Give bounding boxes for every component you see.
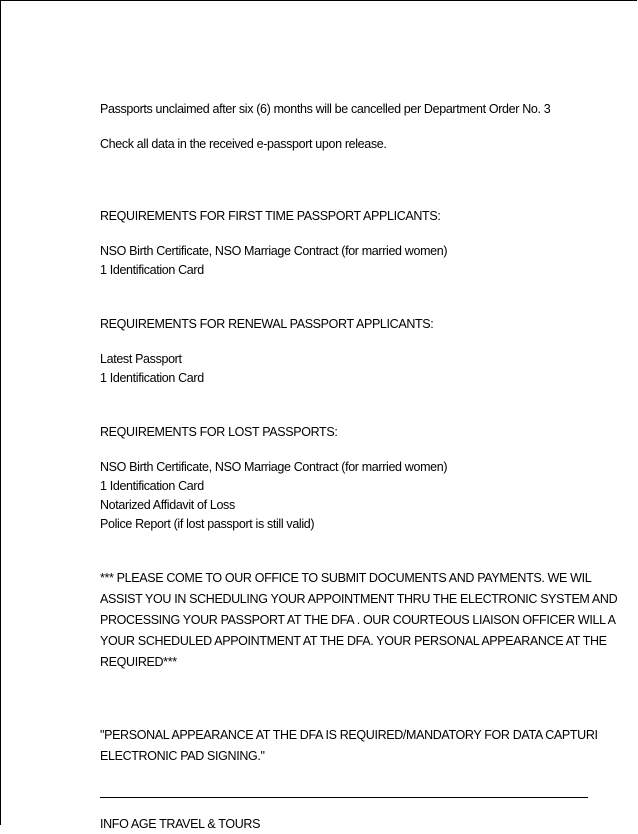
lost-item: Police Report (if lost passport is still valid) — [100, 517, 315, 531]
renewal-item: 1 Identification Card — [100, 371, 204, 385]
signature-rule — [100, 797, 588, 798]
lost-item: 1 Identification Card — [100, 479, 204, 493]
office-notice-line: PROCESSING YOUR PASSPORT AT THE DFA . OUR COURTEOUS LIAISON OFFICER WILL A — [100, 613, 616, 627]
office-notice-line: ASSIST YOU IN SCHEDULING YOUR APPOINTMENT THRU THE ELECTRONIC SYSTEM AND — [100, 592, 618, 606]
lost-item: NSO Birth Certificate, NSO Marriage Contract (for married women) — [100, 460, 448, 474]
first-time-item: 1 Identification Card — [100, 263, 204, 277]
lost-item: Notarized Affidavit of Loss — [100, 498, 235, 512]
office-notice-line: *** PLEASE COME TO OUR OFFICE TO SUBMIT DOCUMENTS AND PAYMENTS. WE WIL — [100, 571, 592, 585]
first-time-heading: REQUIREMENTS FOR FIRST TIME PASSPORT APPLICANTS: — [100, 209, 441, 223]
renewal-heading: REQUIREMENTS FOR RENEWAL PASSPORT APPLICANTS: — [100, 317, 434, 331]
office-notice-line: REQUIRED*** — [100, 655, 177, 669]
notice-check-data: Check all data in the received e-passport upon release. — [100, 137, 387, 151]
office-notice-line: YOUR SCHEDULED APPOINTMENT AT THE DFA. YOUR PERSONAL APPEARANCE AT THE — [100, 634, 607, 648]
footer-company: INFO AGE TRAVEL & TOURS — [100, 817, 261, 831]
personal-appearance-line: "PERSONAL APPEARANCE AT THE DFA IS REQUIRED/MANDATORY FOR DATA CAPTURI — [100, 728, 598, 742]
lost-heading: REQUIREMENTS FOR LOST PASSPORTS: — [100, 425, 338, 439]
first-time-item: NSO Birth Certificate, NSO Marriage Contract (for married women) — [100, 244, 448, 258]
renewal-item: Latest Passport — [100, 352, 182, 366]
notice-unclaimed: Passports unclaimed after six (6) months will be cancelled per Department Order No. 3 — [100, 102, 551, 116]
personal-appearance-line: ELECTRONIC PAD SIGNING." — [100, 749, 265, 763]
